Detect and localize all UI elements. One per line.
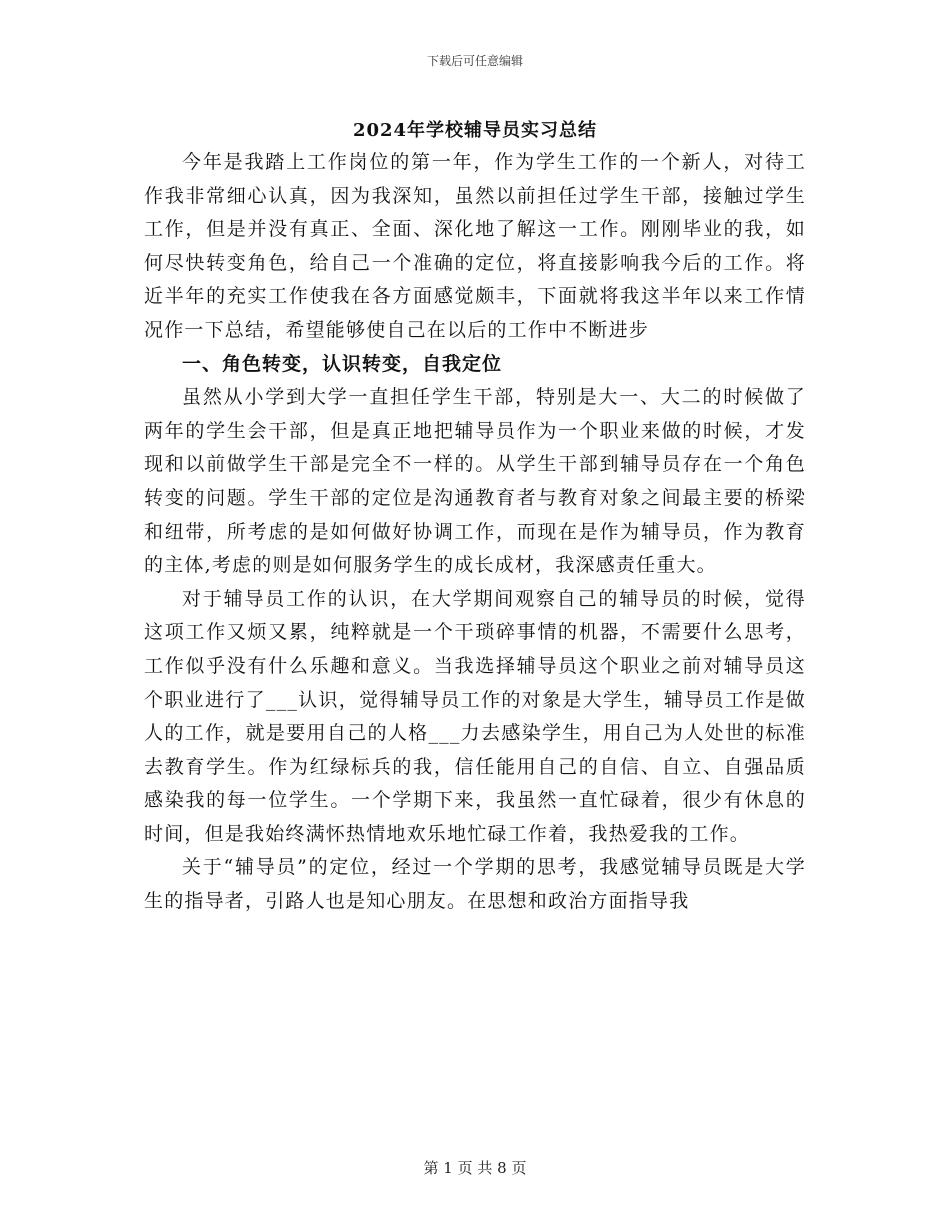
paragraph-intro: 今年是我踏上工作岗位的第一年，作为学生工作的一个新人，对待工作我非常细心认真，因为我深知，虽然以前担任过学生干部，接触过学生工作，但是并没有真正、全面、深化地了解这一工作。刚刚毕业的我，如何尽快转变角色，给自己一个准确的定位，将直接影响我今后的工作。将近半年的充实工作使我在各方面感觉颇丰，下面就将我这半年以来工作情况作一下总结，希望能够使自己在以后的工作中不断进步 (144, 151, 806, 341)
paragraph-role-change: 虽然从小学到大学一直担任学生干部，特别是大一、大二的时候做了两年的学生会干部，但是真正地把辅导员作为一个职业来做的时候，才发现和以前做学生干部是完全不一样的。从学生干部到辅导员存在一个角色转变的问题。学生干部的定位是沟通教育者与教育对象之间最主要的桥梁和纽带，所考虑的是如何做好协调工作，而现在是作为辅导员，作为教育的主体,考虑的则是如何服务学生的成长成材，我深感责任重大。 (144, 386, 806, 577)
section-heading-1: 一、角色转变，认识转变，自我定位 (182, 352, 503, 375)
page-number-footer: 第 1 页 共 8 页 (423, 1159, 527, 1177)
document-title: 2024年学校辅导员实习总结 (352, 120, 598, 141)
paragraph-work-understanding: 对于辅导员工作的认识，在大学期间观察自己的辅导员的时候，觉得这项工作又烦又累，纯粹就是一个干琐碎事情的机器，不需要什么思考，工作似乎没有什么乐趣和意义。当我选择辅导员这个职业之前对辅导员这个职业进行了___认识，觉得辅导员工作的对象是大学生，辅导员工作是做人的工作，就是要用自己的人格___力去感染学生，用自己为人处世的标准去教育学生。作为红绿标兵的我，信任能用自己的自信、自立、自强品质感染我的每一位学生。一个学期下来，我虽然一直忙碌着，很少有休息的时间，但是我始终满怀热情地欢乐地忙碌工作着，我热爱我的工作。 (144, 587, 806, 845)
page-header-note: 下载后可任意编辑 (426, 54, 523, 68)
paragraph-positioning: 关于“辅导员”的定位，经过一个学期的思考，我感觉辅导员既是大学生的指导者，引路人也是知心朋友。在思想和政治方面指导我 (144, 856, 806, 913)
document-body (144, 146, 806, 919)
